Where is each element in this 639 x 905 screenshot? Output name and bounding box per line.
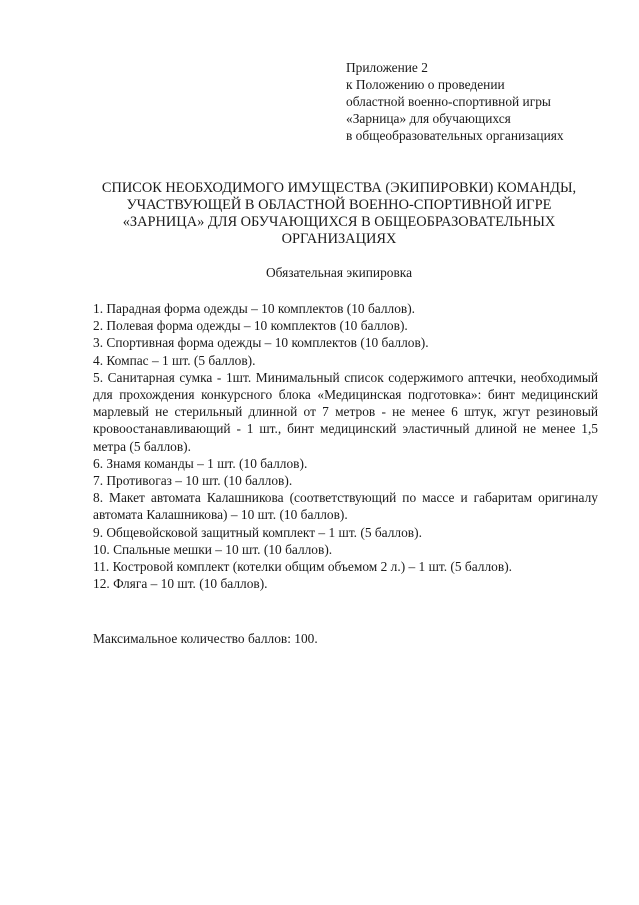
appendix-line: «Зарница» для обучающихся (346, 111, 511, 126)
list-item: 10. Спальные мешки – 10 шт. (10 баллов). (93, 541, 333, 557)
title-line: «ЗАРНИЦА» ДЛЯ ОБУЧАЮЩИХСЯ В ОБЩЕОБРАЗОВАТЕЛЬНЫХ (122, 214, 556, 230)
appendix-line: к Положению о проведении (346, 77, 505, 92)
document-title (80, 180, 598, 248)
list-item: 9. Общевойсковой защитный комплект – 1 шт. (5 баллов). (93, 524, 422, 540)
list-item: 12. Фляга – 10 шт. (10 баллов). (93, 576, 268, 592)
list-item: 11. Костровой комплект (котелки общим объемом 2 л.) – 1 шт. (5 баллов). (93, 559, 512, 575)
appendix-line: в общеобразовательных организациях (346, 128, 564, 143)
list-item: 7. Противогаз – 10 шт. (10 баллов). (93, 473, 293, 489)
list-item: 2. Полевая форма одежды – 10 комплектов (10 баллов). (93, 318, 408, 334)
title-line: УЧАСТВУЮЩЕЙ В ОБЛАСТНОЙ ВОЕННО-СПОРТИВНОЙ ИГРЕ (126, 197, 552, 213)
equipment-list (93, 300, 598, 592)
title-line: ОРГАНИЗАЦИЯХ (281, 231, 397, 247)
list-item: 4. Компас – 1 шт. (5 баллов). (93, 352, 256, 368)
list-item: 3. Спортивная форма одежды – 10 комплектов (10 баллов). (93, 335, 429, 351)
list-item: 1. Парадная форма одежды – 10 комплектов (10 баллов). (93, 301, 416, 316)
max-score: Максимальное количество баллов: 100. (93, 631, 318, 646)
list-item: 5. Санитарная сумка - 1шт. Минимальный список содержимого аптечки, необходимый для прохождения конкурсного блока «Медицинская подготовка»: бинт медицинский марлевый не стерильный длинной от 7 метров - не менее 6 штук, жгут резиновый кровоостанавливающий - 1 шт., бинт медицинский эластичный длиной не менее 1,5 метра (5 баллов). (93, 369, 598, 454)
section-subtitle: Обязательная экипировка (265, 265, 413, 280)
list-item: 8. Макет автомата Калашникова (соответствующий по массе и габаритам оригиналу автомата Калашникова) – 10 шт. (10 баллов). (93, 490, 598, 523)
appendix-line: областной военно-спортивной игры (346, 94, 551, 109)
title-line: СПИСОК НЕОБХОДИМОГО ИМУЩЕСТВА (ЭКИПИРОВКИ) КОМАНДЫ, (101, 180, 577, 196)
appendix-note (346, 59, 631, 144)
list-item: 6. Знамя команды – 1 шт. (10 баллов). (93, 455, 308, 471)
appendix-line: Приложение 2 (346, 60, 428, 75)
